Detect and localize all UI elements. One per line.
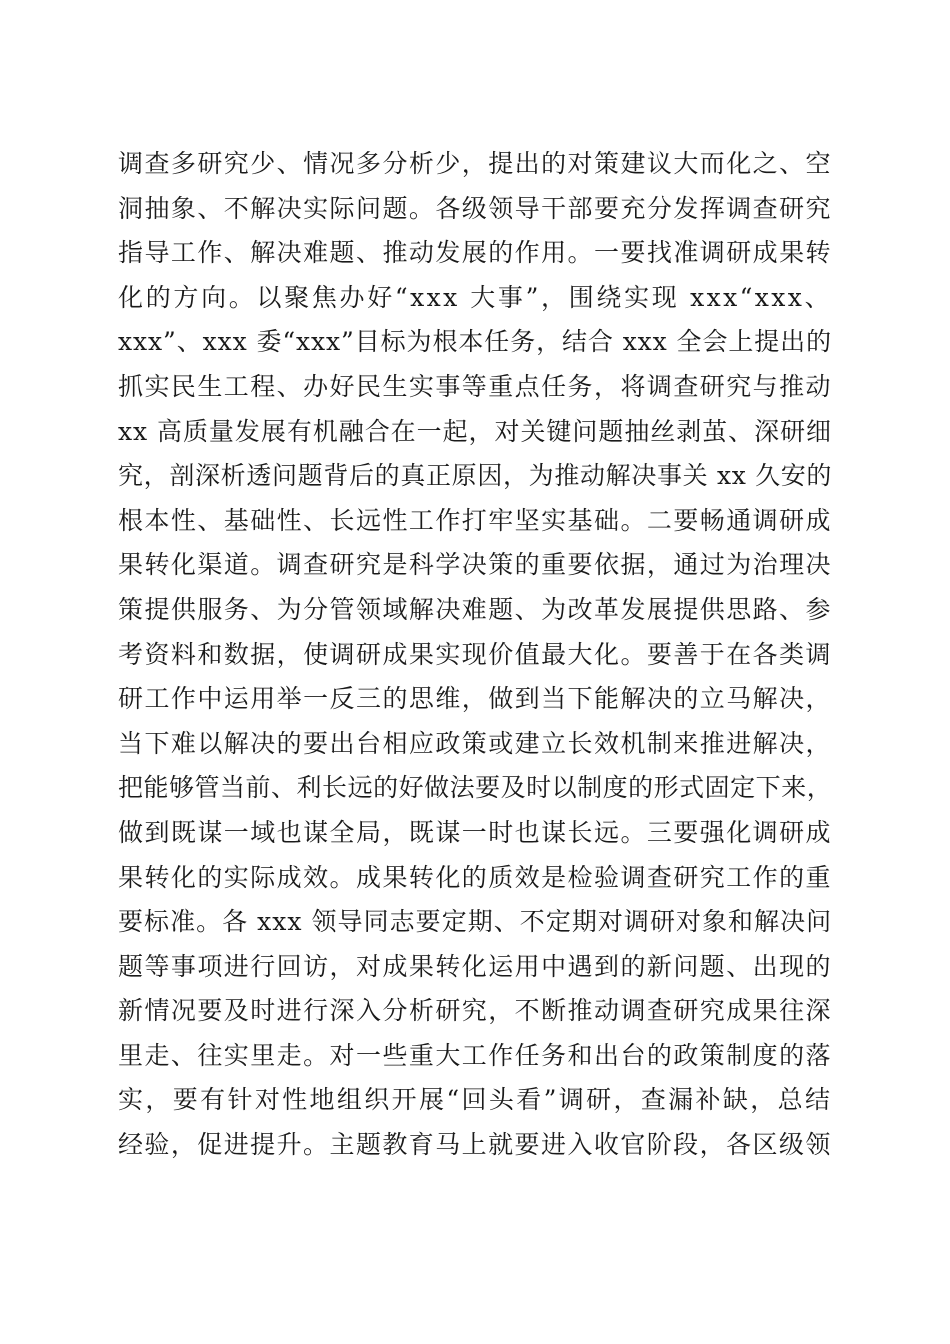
text-line-10: 果转化渠道。调查研究是科学决策的重要依据，通过为治理决 [118,550,832,580]
text-line-4: 化的方向。以聚焦办好“xxx 大事”，围绕实现 xxx“xxx、 [118,282,832,312]
text-line-12: 考资料和数据，使调研成果实现价值最大化。要善于在各类调 [118,639,832,669]
text-line-16: 做到既谋一域也谋全局，既谋一时也谋长远。三要强化调研成 [118,817,832,847]
text-line-14: 当下难以解决的要出台相应政策或建立长效机制来推进解决， [118,728,832,758]
text-line-2: 洞抽象、不解决实际问题。各级领导干部要充分发挥调查研究 [118,193,832,223]
text-line-20: 新情况要及时进行深入分析研究，不断推动调查研究成果往深 [118,996,832,1026]
text-line-13: 研工作中运用举一反三的思维，做到当下能解决的立马解决， [118,684,832,714]
text-line-7: xx 高质量发展有机融合在一起，对关键问题抽丝剥茧、深研细 [118,416,832,446]
text-line-9: 根本性、基础性、长远性工作打牢坚实基础。二要畅通调研成 [118,505,832,535]
text-line-8: 究，剖深析透问题背后的真正原因，为推动解决事关 xx 久安的 [118,461,833,491]
text-line-18: 要标准。各 xxx 领导同志要定期、不定期对调研对象和解决问 [118,907,833,937]
text-line-15: 把能够管当前、利长远的好做法要及时以制度的形式固定下来， [118,773,833,803]
text-line-11: 策提供服务、为分管领域解决难题、为改革发展提供思路、参 [118,594,832,624]
text-line-17: 果转化的实际成效。成果转化的质效是检验调查研究工作的重 [118,862,832,892]
text-line-19: 题等事项进行回访，对成果转化运用中遇到的新问题、出现的 [118,951,832,981]
text-line-3: 指导工作、解决难题、推动发展的作用。一要找准调研成果转 [118,238,832,268]
text-line-21: 里走、往实里走。对一些重大工作任务和出台的政策制度的落 [118,1040,832,1070]
text-line-1: 调查多研究少、情况多分析少，提出的对策建议大而化之、空 [118,149,832,178]
body-paragraph [118,142,832,1168]
text-line-6: 抓实民生工程、办好民生实事等重点任务，将调查研究与推动 [118,371,832,401]
text-line-5: xxx”、xxx 委“xxx”目标为根本任务，结合 xxx 全会上提出的 [118,327,832,357]
text-line-23: 经验，促进提升。主题教育马上就要进入收官阶段，各区级领 [118,1130,832,1160]
text-line-22: 实，要有针对性地组织开展“回头看”调研，查漏补缺，总结 [118,1085,833,1115]
